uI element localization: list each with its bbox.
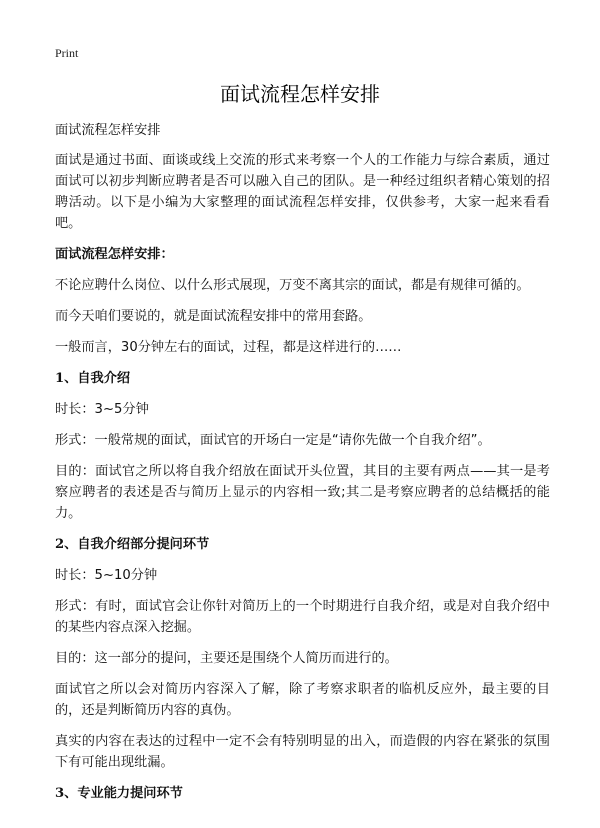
section-heading-2: 2、自我介绍部分提问环节	[55, 537, 210, 552]
section-heading-3: 3、专业能力提问环节	[55, 786, 183, 801]
paragraph-duration: 时长：5~10分钟	[55, 568, 158, 583]
paragraph: 一般而言，30分钟左右的面试，过程，都是这样进行的……	[55, 340, 402, 355]
page-title: 面试流程怎样安排	[220, 82, 380, 106]
article-subtitle: 面试流程怎样安排	[55, 123, 161, 138]
paragraph: 而今天咱们要说的，就是面试流程安排中的常用套路。	[55, 309, 372, 324]
paragraph: 面试官之所以会对简历内容深入了解，除了考察求职者的临机反应外，最主要的目的，还是判断简历内容的真伪。	[55, 682, 550, 718]
print-link[interactable]: Print	[55, 46, 79, 60]
paragraph: 不论应聘什么岗位、以什么形式展现，万变不离其宗的面试，都是有规律可循的。	[55, 278, 530, 293]
paragraph-format: 形式：有时，面试官会让你针对简历上的一个时期进行自我介绍，或是对自我介绍中的某些内容点深入挖掘。	[55, 599, 550, 635]
paragraph: 真实的内容在表达的过程中一定不会有特别明显的出入，而造假的内容在紧张的氛围下有可能出现纰漏。	[55, 734, 550, 770]
paragraph-format: 形式：一般常规的面试，面试官的开场白一定是“请你先做一个自我介绍”。	[55, 433, 491, 448]
paragraph-intro: 面试是通过书面、面谈或线上交流的形式来考察一个人的工作能力与综合素质，通过面试可以初步判断应聘者是否可以融入自己的团队。是一种经过组织者精心策划的招聘活动。以下是小编为大家整理的面试流程怎样安排，仅供参考，大家一起来看看吧。	[55, 153, 550, 231]
section-heading-main: 面试流程怎样安排：	[55, 247, 174, 262]
section-heading-1: 1、自我介绍	[55, 371, 131, 386]
paragraph-purpose: 目的：面试官之所以将自我介绍放在面试开头位置，其目的主要有两点——其一是考察应聘者的表述是否与简历上显示的内容相一致;其二是考察应聘者的总结概括的能力。	[55, 464, 550, 521]
article-body	[55, 120, 550, 814]
paragraph-duration: 时长：3~5分钟	[55, 402, 149, 417]
paragraph-purpose: 目的：这一部分的提问，主要还是围绕个人简历而进行的。	[55, 651, 398, 666]
